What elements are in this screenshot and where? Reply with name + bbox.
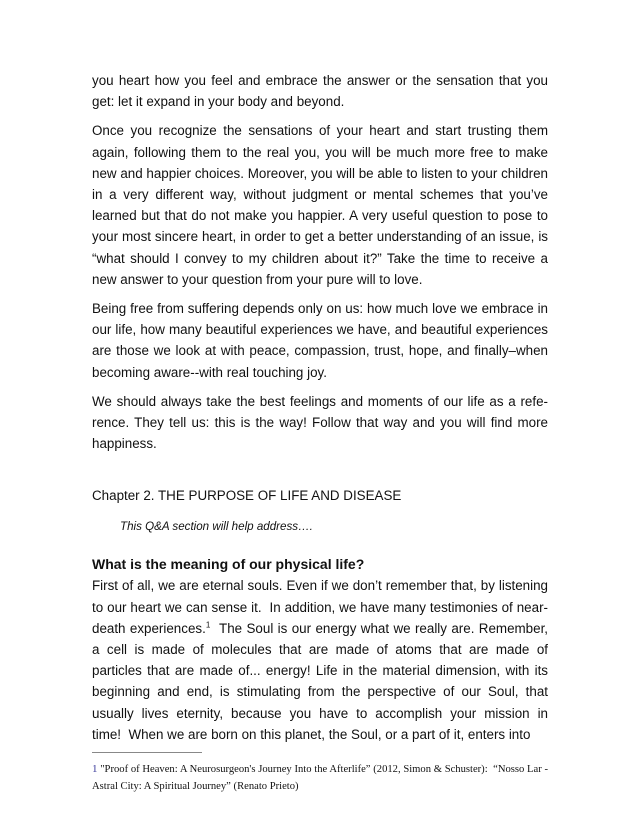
section-intro: This Q&A section will help address…. [120,520,313,534]
answer-text: First of all, we are eternal souls. Even if we don’t remember that, by listening to our heart we can sense it. In addition, we have many testimonies of near-death experiences. [92,578,548,636]
footnote-number: 1 [92,763,98,776]
footnote-reference[interactable]: 1 [205,620,211,630]
chapter-title: Chapter 2. THE PURPOSE OF LIFE AND DISEASE [92,488,402,504]
question-heading: What is the meaning of our physical life? [92,556,365,573]
footnote-divider [92,752,202,753]
answer-text: The Soul is our energy what we really are. Remember, a cell is made of molecules that are made of atoms that are made of particles that are made of... energy! Life in the material dimension, with its beginning and end, is stimulating from the perspective of our Soul, that usually lives eternity, because you have to accomplish your mission in time! When we are born on this planet, the Soul, or a part of it, enters into [92,620,549,742]
footnote [92,761,548,795]
footnote-text: "Proof of Heaven: A Neurosurgeon's Journey Into the Afterlife” (2012, Simon & Schuster): “Nosso Lar - Astral City: A Spiritual Journey” (Renato Prieto) [92,764,548,793]
paragraph: Once you recognize the sensations of your heart and start trusting them again, following them to the real you, you will be much more free to make new and happier choices. Moreover, you will be able to listen to your children in a very different way, without judgment or mental schemes that you’ve learned but that do not make you happier. A very useful question to pose to your most sincere heart, in order to get a better understanding of an issue, is “what should I convey to my children about it?” Take the time to receive a new answer to your question from your pure will to love. [92,123,548,287]
document-page [92,66,548,795]
paragraph: you heart how you feel and embrace the answer or the sensation that you get: let it expand in your body and beyond. [92,73,548,110]
paragraph: We should always take the best feelings and moments of our life as a reference. They tell us: this is the way! Follow that way and you will find more happiness. [92,393,548,452]
answer-paragraph [92,575,548,745]
paragraph: Being free from suffering depends only on us: how much love we embrace in our life, how many beautiful experiences we have, and beautiful experiences are those we look at with peace, compassion, trust, hope, and finally–when becoming aware--with real touching joy. [92,301,548,380]
